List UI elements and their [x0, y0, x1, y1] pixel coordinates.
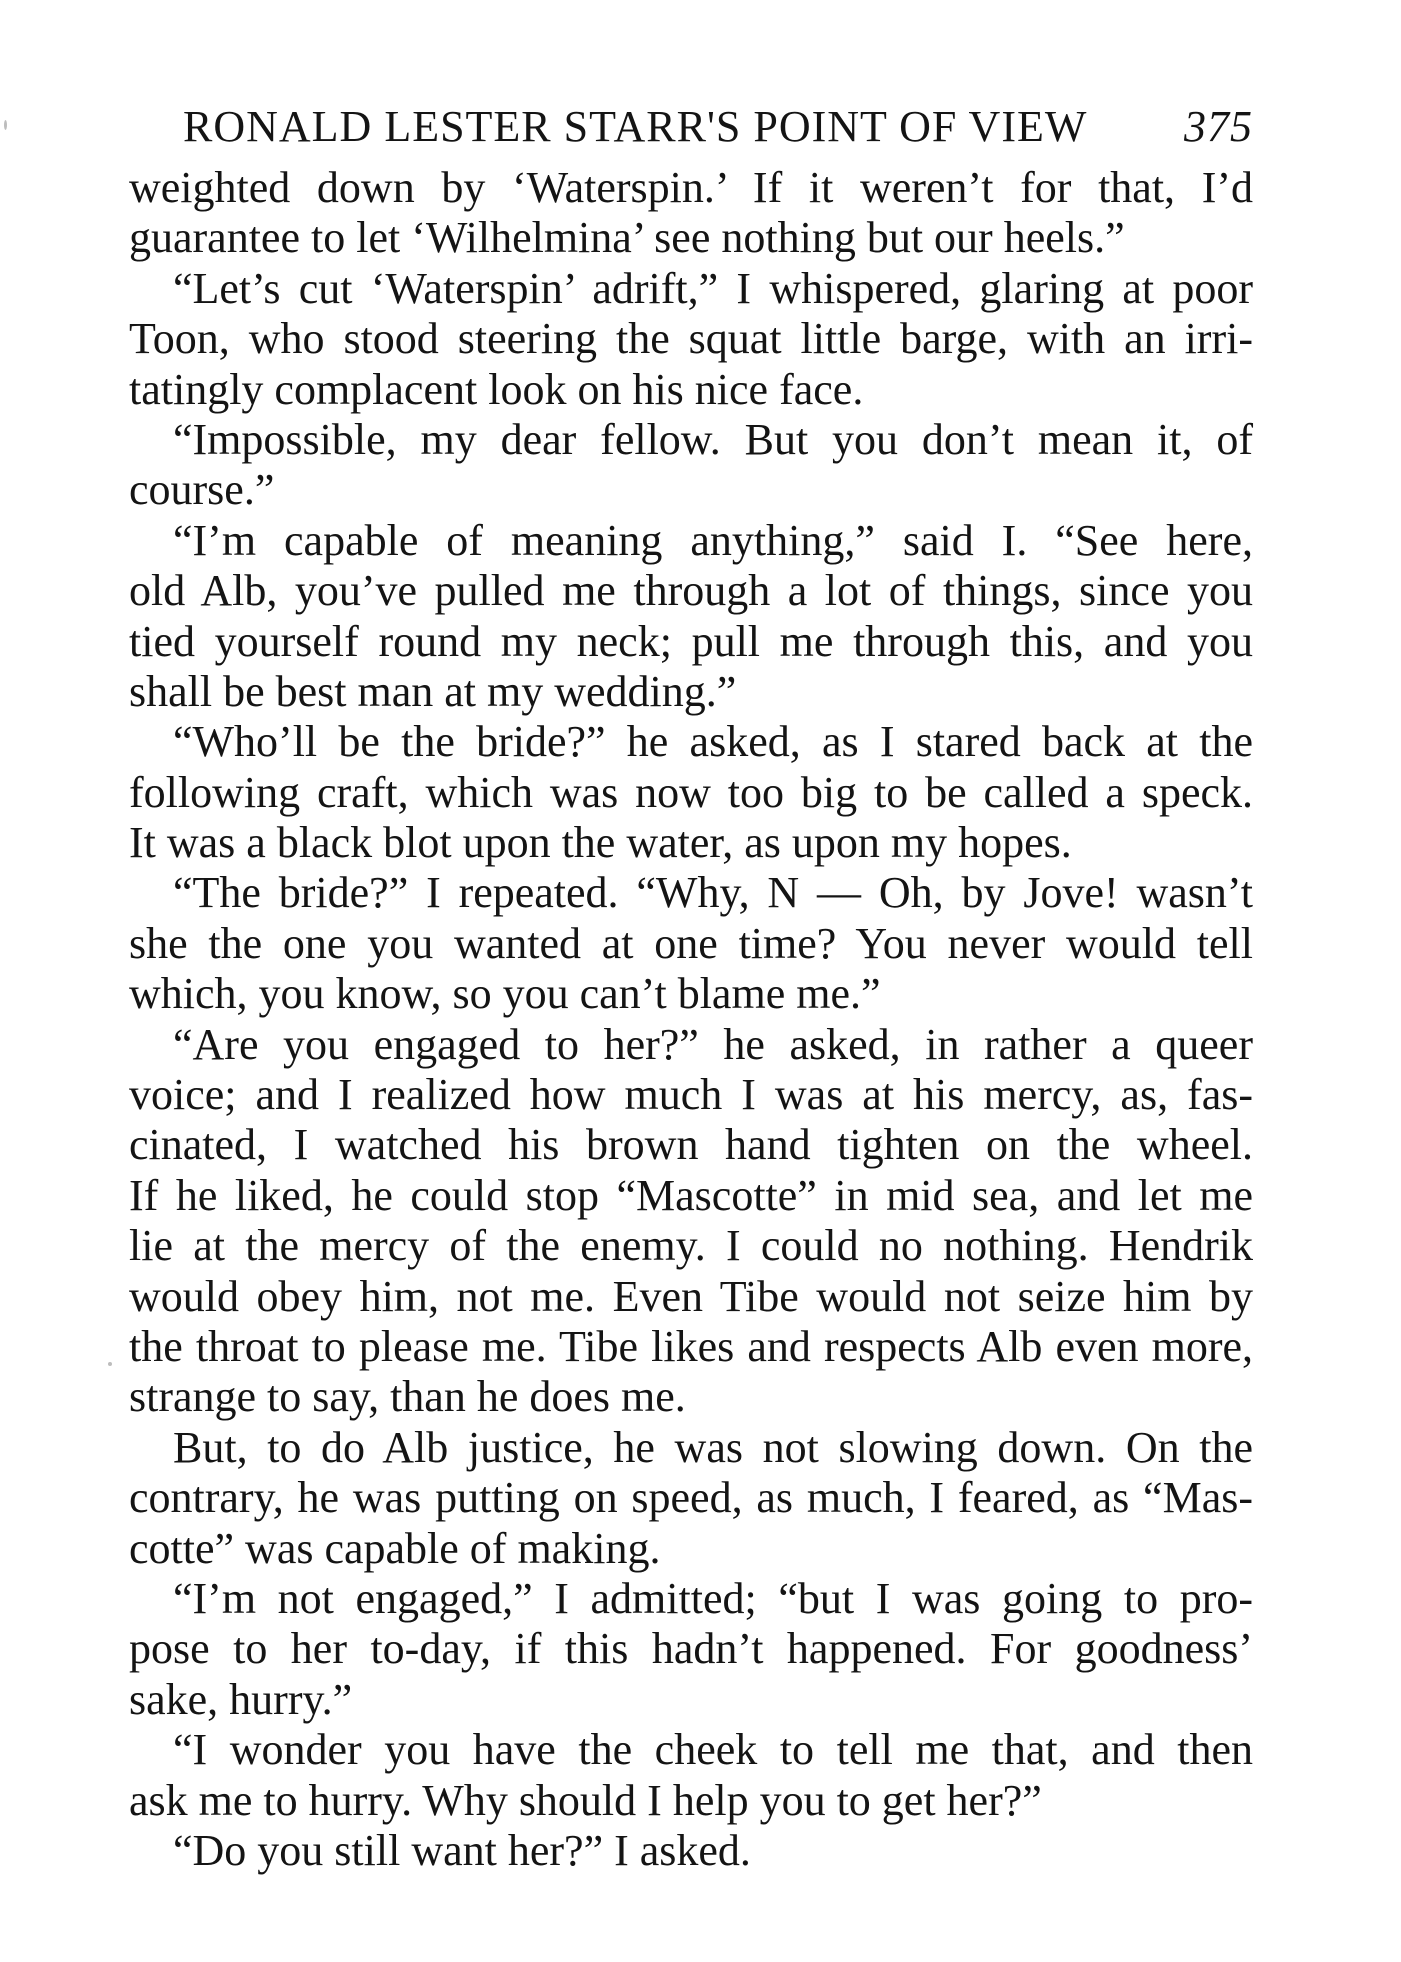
text-line: “Are you engaged to her?” he asked, in rather a queer [173, 1019, 1253, 1069]
text-line: Toon, who stood steering the squat little barge, with an irri- [129, 314, 1253, 364]
text-line: “Impossible, my dear fellow. But you don’t mean it, of [173, 414, 1253, 464]
text-line: which, you know, so you can’t blame me.” [129, 969, 881, 1019]
text-line: “I’m capable of meaning anything,” said I. “See here, [173, 515, 1253, 565]
text-line: contrary, he was putting on speed, as much, I feared, as “Mas- [129, 1473, 1253, 1523]
running-head [183, 102, 1253, 152]
text-line: “Let’s cut ‘Waterspin’ adrift,” I whispered, glaring at poor [173, 263, 1253, 313]
body-text [129, 163, 1253, 1876]
text-line: It was a black blot upon the water, as upon my hopes. [129, 818, 1072, 868]
text-line: would obey him, not me. Even Tibe would not seize him by [129, 1271, 1253, 1321]
text-line: ask me to hurry. Why should I help you to get her?” [129, 1775, 1042, 1825]
text-line: voice; and I realized how much I was at his mercy, as, fas- [129, 1070, 1253, 1120]
text-line: cinated, I watched his brown hand tighten on the wheel. [129, 1120, 1253, 1170]
text-line: “The bride?” I repeated. “Why, N — Oh, by Jove! wasn’t [173, 868, 1253, 918]
text-line: If he liked, he could stop “Mascotte” in mid sea, and let me [129, 1170, 1253, 1220]
text-line: “I wonder you have the cheek to tell me that, and then [173, 1725, 1253, 1775]
text-line: tied yourself round my neck; pull me through this, and you [129, 616, 1253, 666]
text-line: But, to do Alb justice, he was not slowing down. On the [173, 1422, 1253, 1472]
text-line: strange to say, than he does me. [129, 1372, 686, 1422]
text-line: tatingly complacent look on his nice face. [129, 364, 864, 414]
running-title: RONALD LESTER STARR'S POINT OF VIEW [183, 102, 1088, 151]
text-line: course.” [129, 465, 275, 515]
text-line: guarantee to let ‘Wilhelmina’ see nothing but our heels.” [129, 213, 1125, 263]
text-line: “Do you still want her?” I asked. [173, 1825, 751, 1875]
page-number: 375 [1184, 102, 1253, 151]
text-line: “Who’ll be the bride?” he asked, as I stared back at the [173, 717, 1253, 767]
text-line: “I’m not engaged,” I admitted; “but I was going to pro- [173, 1573, 1253, 1623]
text-line: old Alb, you’ve pulled me through a lot of things, since you [129, 566, 1253, 616]
text-line: cotte” was capable of making. [129, 1523, 661, 1573]
scan-speck [4, 120, 7, 130]
text-line: lie at the mercy of the enemy. I could no nothing. Hendrik [129, 1221, 1253, 1271]
text-line: following craft, which was now too big to be called a speck. [129, 767, 1253, 817]
text-line: the throat to please me. Tibe likes and respects Alb even more, [129, 1321, 1253, 1371]
text-line: shall be best man at my wedding.” [129, 666, 737, 716]
text-line: pose to her to-day, if this hadn’t happened. For goodness’ [129, 1624, 1253, 1674]
text-line: weighted down by ‘Waterspin.’ If it weren’t for that, I’d [129, 163, 1253, 212]
text-line: she the one you wanted at one time? You never would tell [129, 918, 1253, 968]
scan-speck [108, 1362, 112, 1366]
text-line: sake, hurry.” [129, 1674, 353, 1724]
